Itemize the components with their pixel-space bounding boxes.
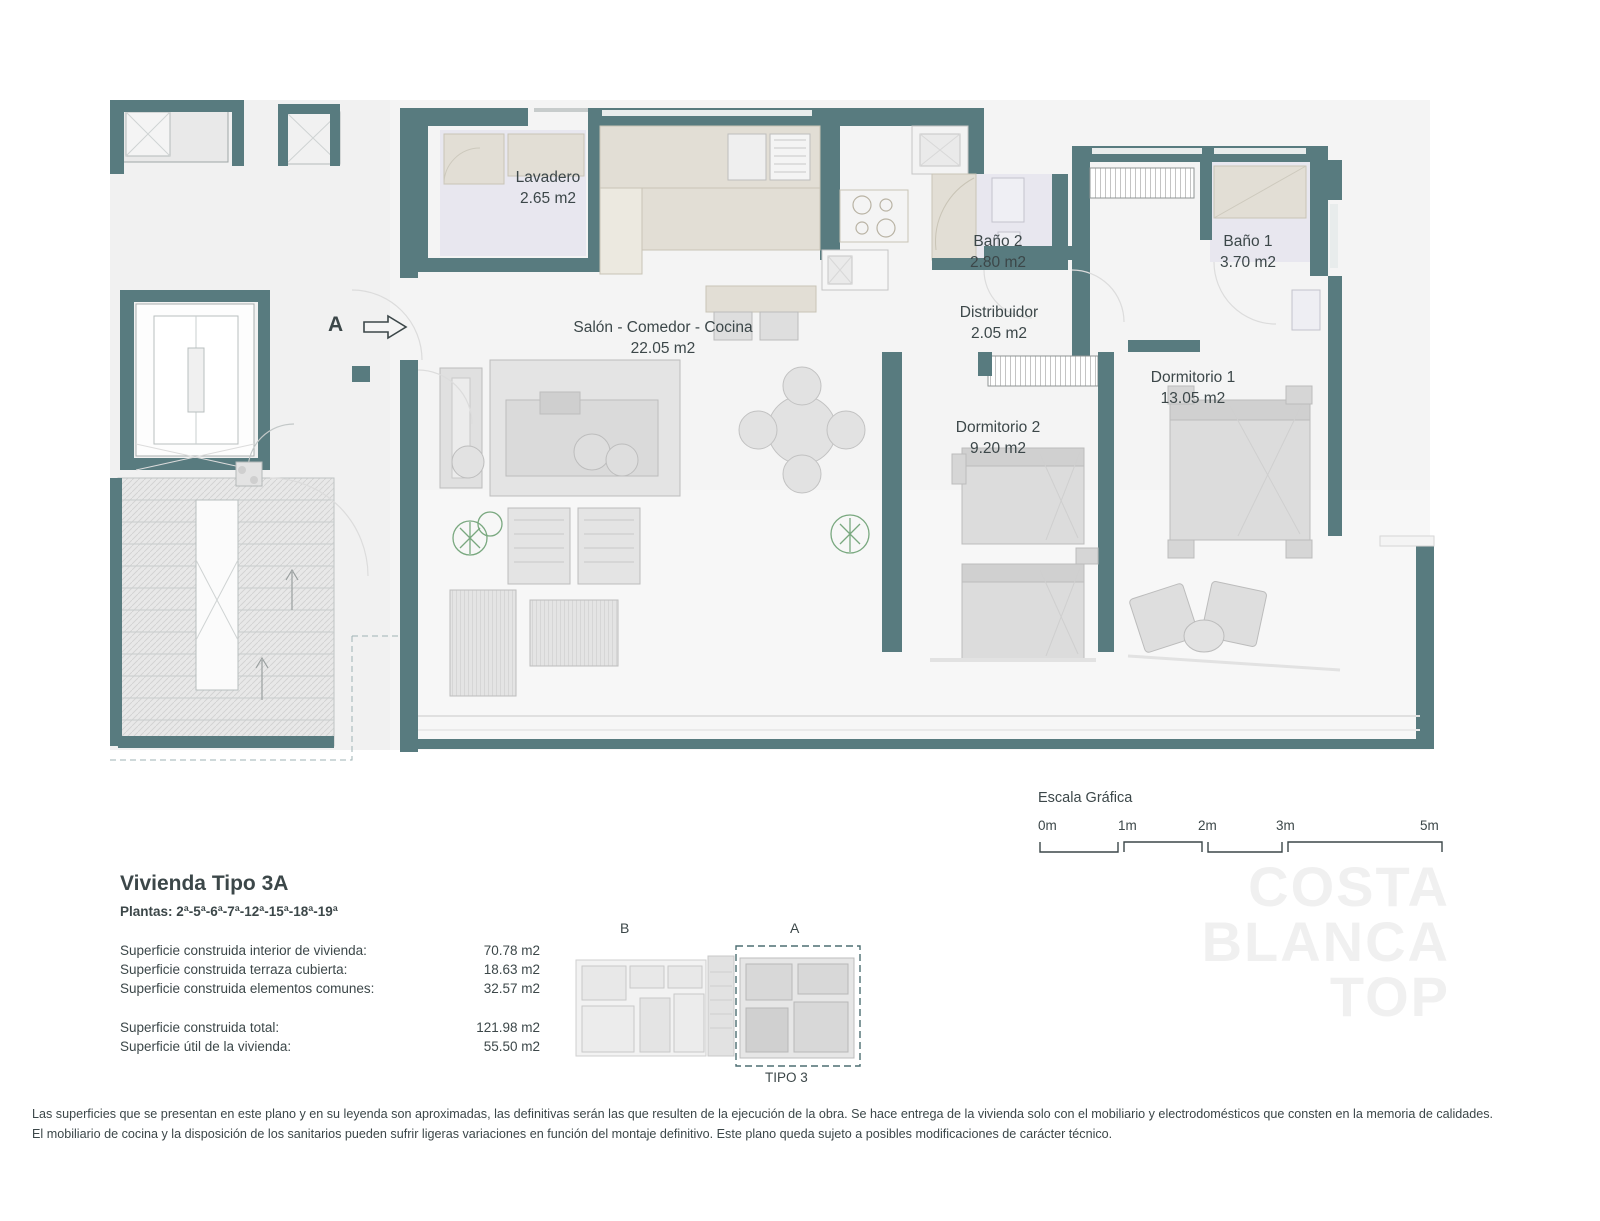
room-label-salon-comedor-cocina [498,318,828,360]
room-name: Salón - Comedor - Cocina [573,319,753,336]
room-name: Dormitorio 1 [1150,369,1236,386]
legend-key: Superficie construida terraza cubierta: [120,962,348,977]
legend-value: 55.50 m2 [483,1039,540,1054]
graphic-scale-title: Escala Gráfica [1038,790,1133,806]
room-label-bano-1 [1188,232,1308,274]
graphic-scale [1038,790,1438,852]
room-label-lavadero [478,168,618,210]
legend-value: 32.57 m2 [483,981,540,996]
room-name: Baño 1 [1223,233,1273,250]
section-marker-a-label: A [328,313,344,336]
room-name: Lavadero [515,169,581,186]
room-label-dormitorio-1 [1098,368,1288,410]
legend-row [120,1037,540,1056]
room-area: 2.65 m2 [519,189,576,207]
key-plan-label-b: B [620,920,630,936]
legend-row [120,979,540,998]
room-label-distribuidor [904,303,1094,345]
scale-tick-2m: 2m [1198,818,1217,833]
room-area: 2.05 m2 [970,324,1027,342]
legend-spacer [120,998,540,1018]
legend-table [120,941,540,1056]
watermark-line-1: COSTA [1248,855,1450,918]
watermark-line-2: BLANCA [1201,909,1450,973]
key-plan-graphic [570,942,870,1087]
footer-notes [32,1105,1572,1144]
room-area: 3.70 m2 [1219,253,1276,271]
legend-block [120,872,540,1056]
key-plan-caption: TIPO 3 [765,1070,808,1085]
watermark-line-3: TOP [1329,964,1450,1028]
footer-note-line-2: El mobiliario de cocina y la disposición de los sanitarios pueden sufrir ligeras variaciones en función del montaje definitivo. Este plano queda sujeto a posibles modificaciones de carácter técnico. [32,1126,1113,1141]
legend-key: Superficie construida interior de vivienda: [120,943,367,958]
legend-key: Superficie útil de la vivienda: [120,1039,292,1054]
legend-value: 121.98 m2 [476,1020,540,1035]
legend-value: 18.63 m2 [483,962,540,977]
room-area: 22.05 m2 [630,339,696,357]
room-name: Dormitorio 2 [955,419,1041,436]
room-label-bano-2 [938,232,1058,274]
scale-tick-0m: 0m [1038,818,1057,833]
room-name: Distribuidor [959,304,1039,321]
key-plan [570,920,870,1090]
graphic-scale-ticks [1038,818,1438,852]
room-area: 9.20 m2 [969,439,1026,457]
page-title: Vivienda Tipo 3A [120,872,289,895]
footer-note-line-1: Las superficies que se presentan en este plano y en su leyenda son aproximadas, las definitivas serán las que resulten de la ejecución de la obra. Se hace entrega de la vivienda solo con el mobiliario y electrodomésticos que consten en la memoria de calidades. [32,1107,1494,1121]
scale-bar-graphic [1038,840,1448,860]
room-name: Baño 2 [973,233,1023,250]
room-area: 13.05 m2 [1160,389,1226,407]
legend-row [120,960,540,979]
key-plan-label-a: A [790,920,800,936]
legend-key: Superficie construida elementos comunes: [120,981,375,996]
scale-tick-1m: 1m [1118,818,1137,833]
legend-row [120,1018,540,1037]
legend-value: 70.78 m2 [483,943,540,958]
scale-tick-3m: 3m [1276,818,1295,833]
legend-floors: Plantas: 2ª-5ª-6ª-7ª-12ª-15ª-18ª-19ª [120,904,338,919]
legend-row [120,941,540,960]
scale-tick-5m: 5m [1420,818,1439,833]
room-label-dormitorio-2 [908,418,1088,460]
room-area: 2.80 m2 [969,253,1026,271]
legend-key: Superficie construida total: [120,1020,280,1035]
section-arrow-icon [362,314,408,340]
